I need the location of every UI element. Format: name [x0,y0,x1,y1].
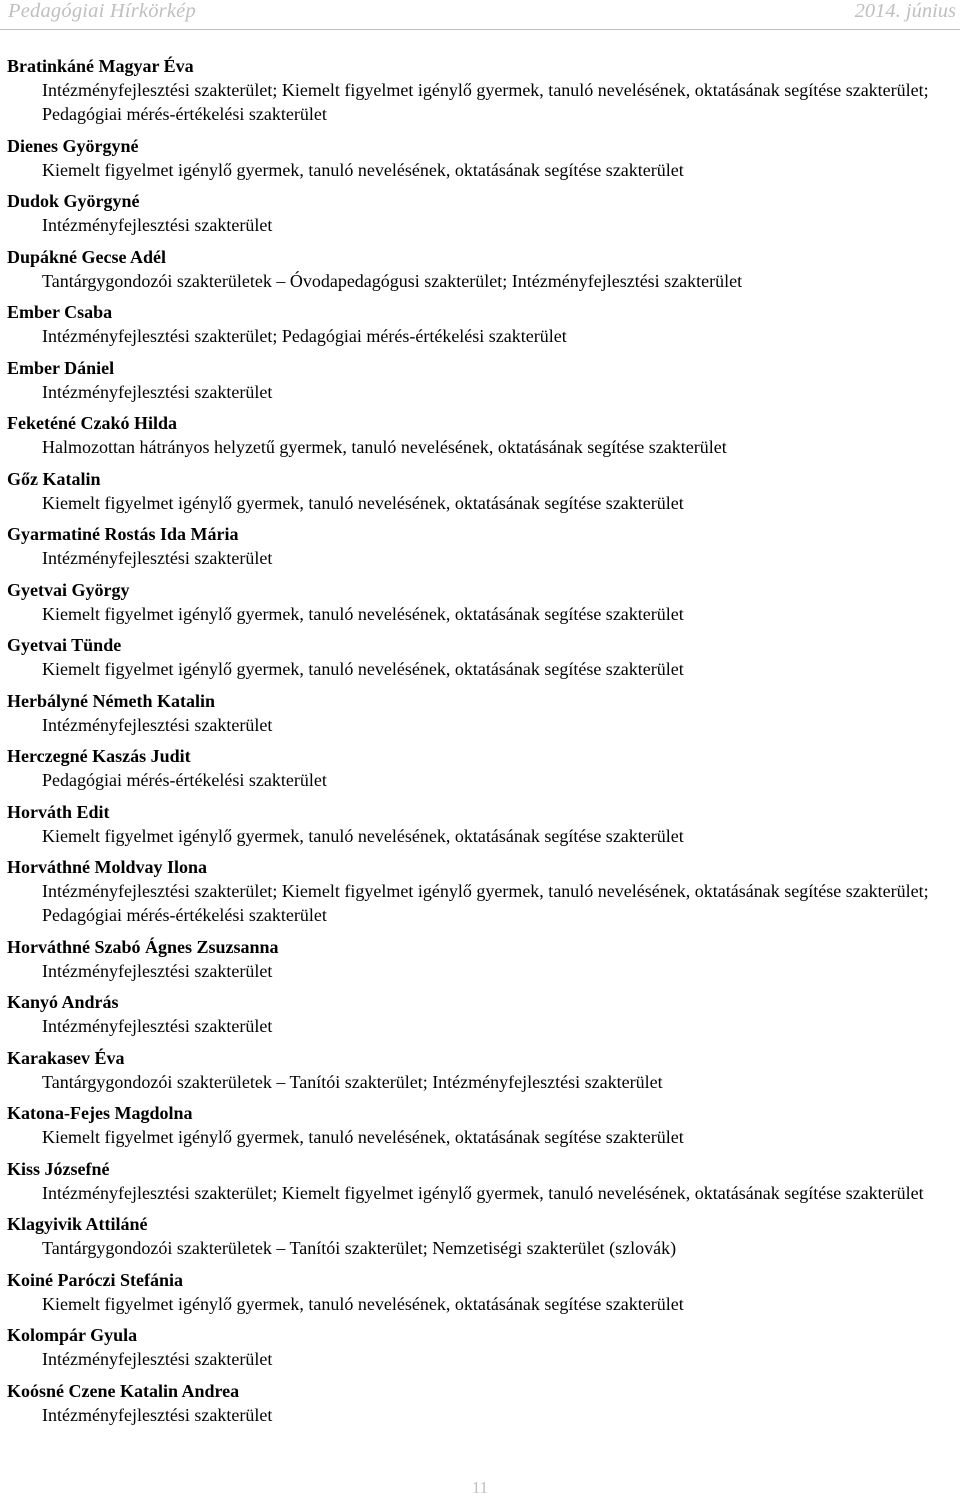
expert-specialty: Tantárgygondozói szakterületek – Tanítói szakterület; Nemzetiségi szakterület (szlovák) [42,1238,677,1258]
expert-name: Gyetvai György [7,579,130,600]
expert-specialty: Kiemelt figyelmet igénylő gyermek, tanuló nevelésének, oktatásának segítése szakterület [42,659,684,679]
expert-name: Karakasev Éva [7,1047,125,1068]
list-item [0,189,960,237]
list-item [0,633,960,681]
expert-name: Herbályné Németh Katalin [7,690,215,711]
list-item [0,356,960,404]
expert-name: Dupákné Gecse Adél [7,246,167,267]
list-item [0,300,960,348]
expert-specialty: Kiemelt figyelmet igénylő gyermek, tanuló nevelésének, oktatásának segítése szakterület [42,159,684,180]
expert-specialty: Tantárgygondozói szakterületek – Óvodapedagógusi szakterület; Intézményfejlesztési szakterület [42,270,743,291]
list-item [0,1268,960,1316]
expert-name: Bratinkáné Magyar Éva [7,56,194,76]
expert-name: Klagyivik Attiláné [7,1214,148,1234]
expert-specialty: Intézményfejlesztési szakterület; Pedagógiai mérés-értékelési szakterület [42,326,567,346]
expert-name: Horváthné Moldvay Ilona [7,857,208,877]
expert-specialty: Intézményfejlesztési szakterület [42,1349,273,1369]
list-item [0,855,960,927]
expert-name: Horváth Edit [7,801,110,822]
expert-name: Ember Csaba [7,302,113,322]
expert-specialty: Intézményfejlesztési szakterület [42,714,273,735]
expert-specialty: Halmozottan hátrányos helyzetű gyermek, tanuló nevelésének, oktatásának segítése szakterület [42,437,727,457]
expert-specialty: Intézményfejlesztési szakterület [42,548,273,568]
header-divider [0,29,960,30]
expert-specialty: Kiemelt figyelmet igénylő gyermek, tanuló nevelésének, oktatásának segítése szakterület [42,1293,684,1314]
expert-specialty: Intézményfejlesztési szakterület [42,381,273,402]
list-item [0,522,960,570]
expert-name: Kolompár Gyula [7,1325,138,1345]
expert-specialty: Tantárgygondozói szakterületek – Tanítói szakterület; Intézményfejlesztési szakterület [42,1071,663,1092]
expert-specialty: Kiemelt figyelmet igénylő gyermek, tanuló nevelésének, oktatásának segítése szakterület [42,603,684,624]
list-item [0,800,960,848]
expert-name: Herczegné Kaszás Judit [7,746,191,766]
publication-title: Pedagógiai Hírkörkép [8,0,196,22]
expert-specialty: Intézményfejlesztési szakterület [42,1016,273,1036]
expert-name: Feketéné Czakó Hilda [7,413,177,433]
page-header [0,0,960,32]
expert-specialty: Kiemelt figyelmet igénylő gyermek, tanuló nevelésének, oktatásának segítése szakterület [42,492,684,513]
expert-name: Dudok Györgyné [7,191,140,211]
expert-name: Gyetvai Tünde [7,635,122,655]
list-item [0,411,960,459]
expert-name: Horváthné Szabó Ágnes Zsuzsanna [7,936,279,957]
list-item [0,467,960,515]
list-item [0,245,960,293]
expert-name: Kiss Józsefné [7,1158,110,1179]
expert-specialty: Intézményfejlesztési szakterület [42,1404,273,1425]
list-item [0,1101,960,1149]
expert-list [0,54,960,1434]
expert-specialty: Pedagógiai mérés-értékelési szakterület [42,770,327,790]
issue-date: 2014. június [854,0,956,22]
expert-name: Koósné Czene Katalin Andrea [7,1380,240,1401]
expert-name: Dienes Györgyné [7,135,139,156]
expert-specialty: Intézményfejlesztési szakterület; Kiemelt figyelmet igénylő gyermek, tanuló nevelésének, oktatásának segítése szakterület; Pedagógiai mérés-értékelési szakterület [42,80,929,124]
expert-name: Ember Dániel [7,357,115,378]
list-item [0,935,960,983]
expert-name: Gyarmatiné Rostás Ida Mária [7,524,239,544]
expert-name: Gőz Katalin [7,468,101,489]
list-item [0,1379,960,1427]
list-item [0,1157,960,1205]
expert-specialty: Intézményfejlesztési szakterület; Kiemelt figyelmet igénylő gyermek, tanuló nevelésének, oktatásának segítése szakterület [42,1182,924,1203]
expert-specialty: Intézményfejlesztési szakterület [42,960,273,981]
list-item [0,689,960,737]
expert-specialty: Intézményfejlesztési szakterület [42,215,273,235]
page-number: 11 [471,1478,489,1497]
list-item [0,1212,960,1260]
list-item [0,134,960,182]
expert-name: Koiné Paróczi Stefánia [7,1269,183,1290]
expert-specialty: Kiemelt figyelmet igénylő gyermek, tanuló nevelésének, oktatásának segítése szakterület [42,1127,684,1147]
list-item [0,578,960,626]
expert-name: Kanyó András [7,992,119,1012]
list-item [0,744,960,792]
list-item [0,1323,960,1371]
list-item [0,54,960,126]
expert-specialty: Intézményfejlesztési szakterület; Kiemelt figyelmet igénylő gyermek, tanuló nevelésének, oktatásának segítése szakterület; Pedagógiai mérés-értékelési szakterület [42,881,929,925]
list-item [0,990,960,1038]
expert-name: Katona-Fejes Magdolna [7,1103,193,1123]
list-item [0,1046,960,1094]
expert-specialty: Kiemelt figyelmet igénylő gyermek, tanuló nevelésének, oktatásának segítése szakterület [42,825,684,846]
